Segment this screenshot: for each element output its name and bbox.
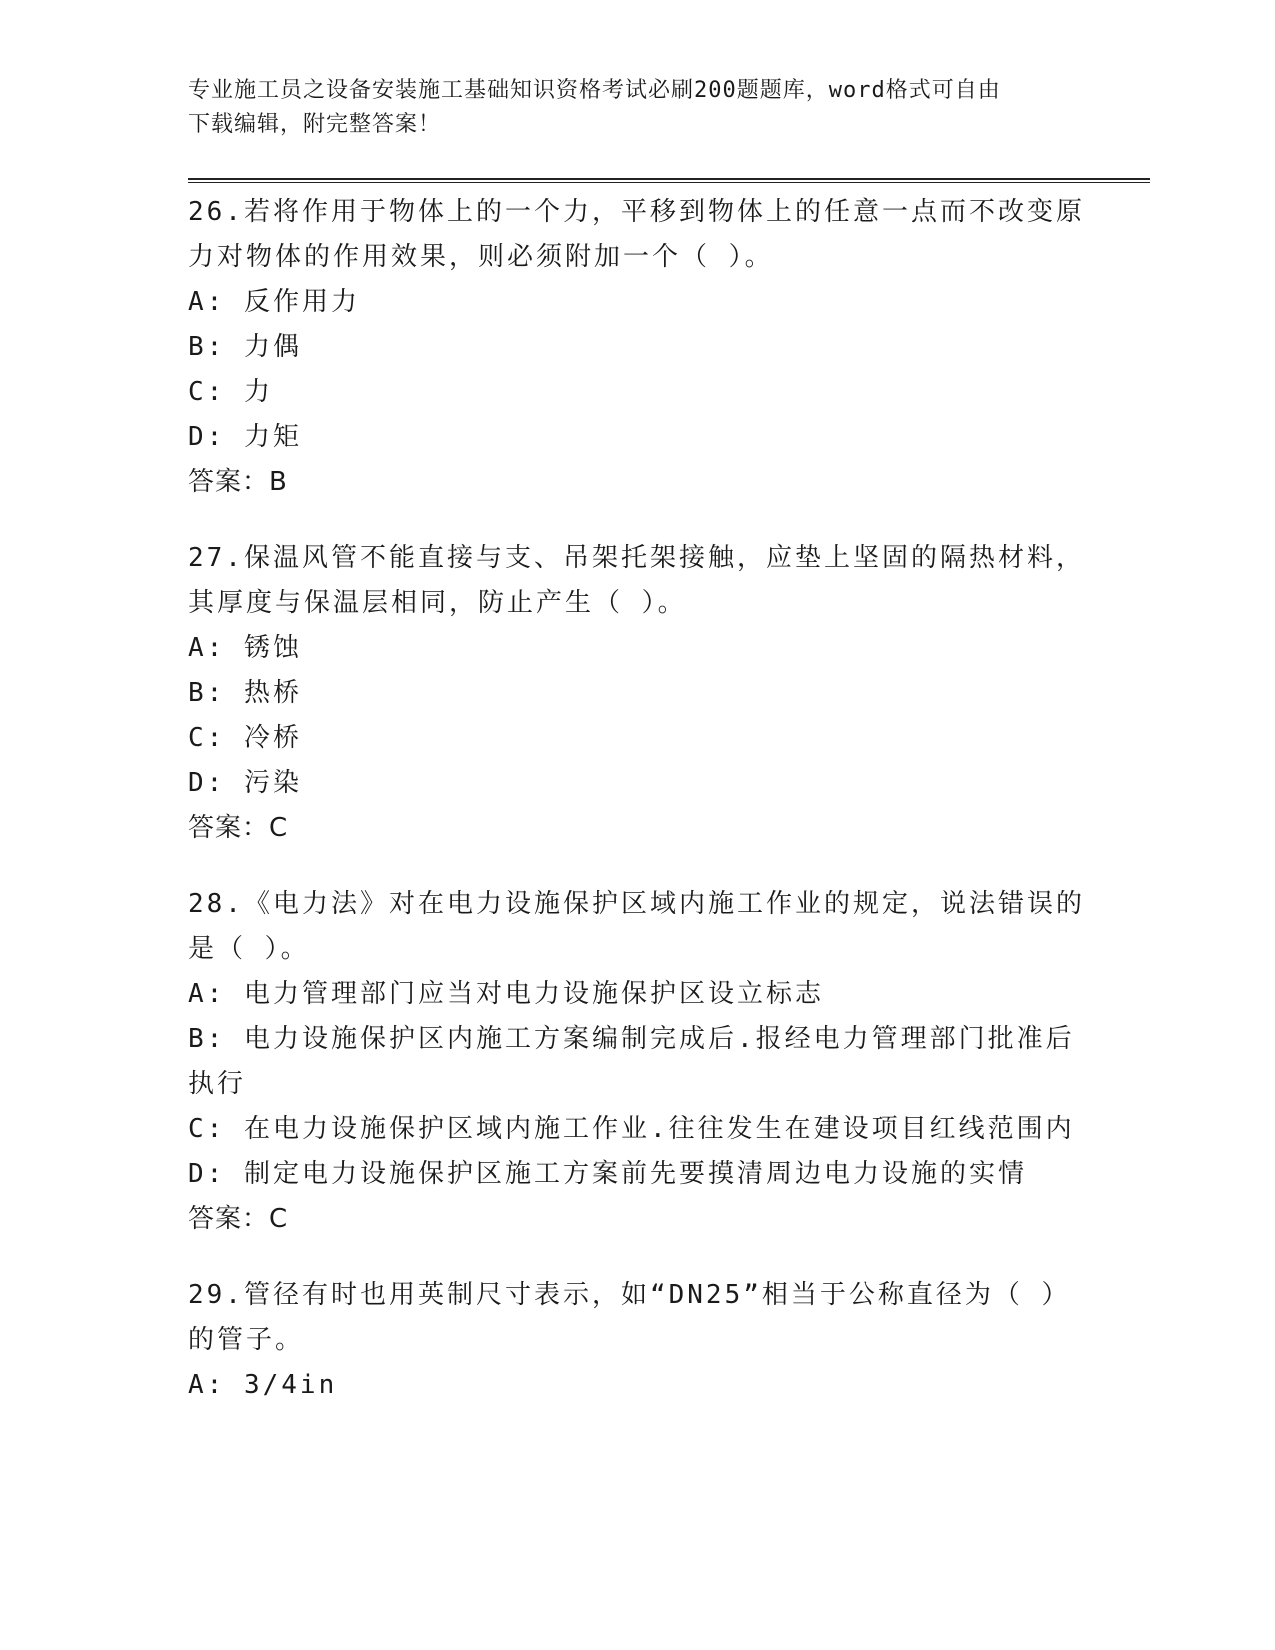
question-28: [188, 882, 1088, 1242]
header-line-2: 下载编辑，附完整答案！: [188, 112, 442, 137]
option-d: D: 制定电力设施保护区施工方案前先要摸清周边电力设施的实情: [188, 1159, 1027, 1189]
question-stem: 的管子。: [188, 1325, 305, 1355]
question-26: [188, 190, 1088, 505]
document-header: [188, 74, 1068, 142]
question-29: [188, 1273, 1088, 1408]
option-a: A: 电力管理部门应当对电力设施保护区设立标志: [188, 979, 824, 1009]
header-line-1: 专业施工员之设备安装施工基础知识资格考试必刷200题题库，word格式可自由: [188, 78, 1001, 103]
question-stem: 26.若将作用于物体上的一个力，平移到物体上的任意一点而不改变原: [188, 197, 1085, 227]
question-stem: 29.管径有时也用英制尺寸表示，如“DN25”相当于公称直径为（ ）: [188, 1280, 1071, 1310]
answer: 答案：C: [188, 813, 289, 843]
question-27: [188, 536, 1088, 851]
question-stem: 27.保温风管不能直接与支、吊架托架接触，应垫上坚固的隔热材料，: [188, 543, 1085, 573]
header-divider: [188, 178, 1150, 183]
option-d: D: 力矩: [188, 422, 302, 452]
question-list: [188, 190, 1088, 1439]
question-stem: 是（ ）。: [188, 934, 310, 964]
option-a: A: 锈蚀: [188, 633, 302, 663]
option-c: C: 冷桥: [188, 723, 302, 753]
question-stem: 其厚度与保温层相同，防止产生（ ）。: [188, 588, 687, 618]
option-a: A: 3/4in: [188, 1370, 338, 1400]
option-c: C: 在电力设施保护区域内施工作业.往往发生在建设项目红线范围内: [188, 1114, 1075, 1144]
option-b-continued: 执行: [188, 1069, 247, 1099]
option-a: A: 反作用力: [188, 287, 360, 317]
option-c: C: 力: [188, 377, 273, 407]
option-b: B: 力偶: [188, 332, 302, 362]
question-stem: 28.《电力法》对在电力设施保护区域内施工作业的规定，说法错误的: [188, 889, 1085, 919]
question-stem: 力对物体的作用效果，则必须附加一个（ ）。: [188, 242, 774, 272]
option-d: D: 污染: [188, 768, 302, 798]
option-b: B: 热桥: [188, 678, 302, 708]
answer: 答案：C: [188, 1204, 289, 1234]
answer: 答案：B: [188, 467, 288, 497]
option-b: B: 电力设施保护区内施工方案编制完成后.报经电力管理部门批准后: [188, 1024, 1075, 1054]
